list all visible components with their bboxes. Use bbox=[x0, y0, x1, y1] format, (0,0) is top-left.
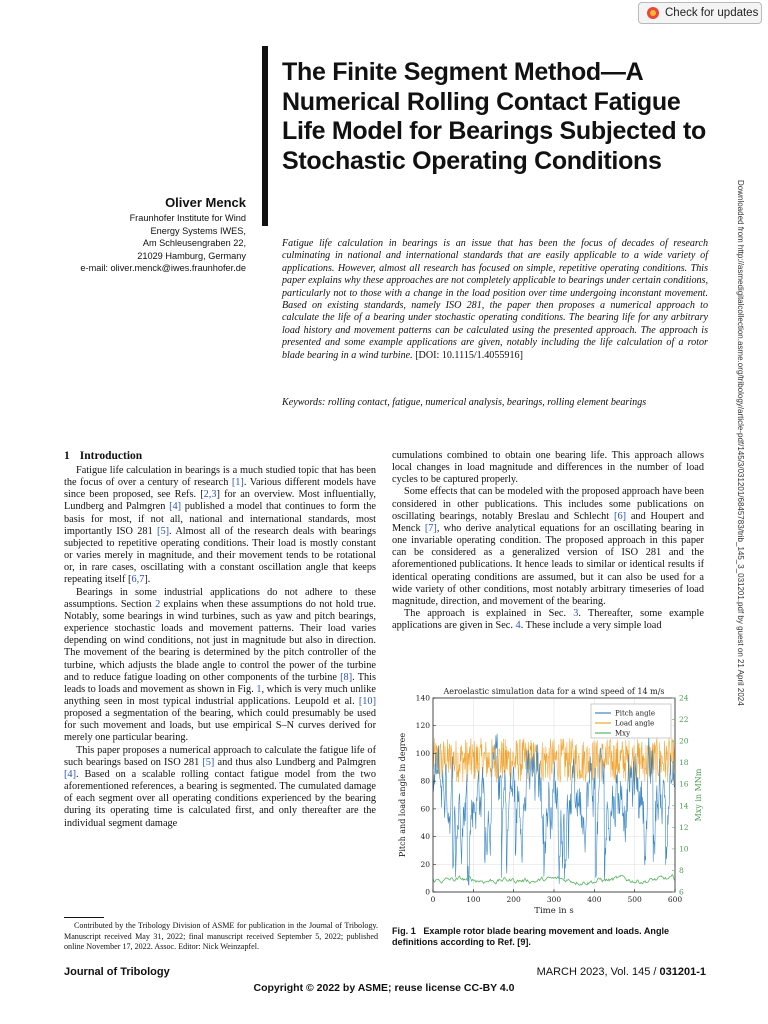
y2-tick-label: 22 bbox=[679, 715, 689, 725]
y-tick-label: 100 bbox=[415, 748, 430, 758]
text-run: ] for an overview. Most influentially, Lundberg and Palmgren bbox=[64, 489, 376, 513]
y2-tick-label: 10 bbox=[679, 844, 689, 854]
text-run: explains when these assumptions do not hold true. Notably, some bearings in wind turbines, such as yaw and pitch bearings, experience stochastic loads and movement patterns. Their load varies depending on wind conditions, not just in magnitude but also in direction. The movement of the bearing is determined by the pitch controller of the turbine, which adjusts the blade angle to control the power of the turbine and to reduce fatigue loading on other components of the turbine bbox=[64, 598, 376, 683]
figure-label: Fig. 1 bbox=[392, 926, 416, 936]
citation-link[interactable]: [6] bbox=[614, 510, 627, 522]
figure-caption-text: Example rotor blade bearing movement and loads. Angle definitions according to Ref. [9]. bbox=[392, 926, 670, 948]
check-for-updates-label: Check for updates bbox=[665, 7, 759, 19]
issue-info bbox=[537, 966, 706, 978]
text-run: ]. bbox=[144, 574, 151, 586]
title-rule bbox=[262, 46, 268, 226]
x-tick-label: 200 bbox=[506, 895, 521, 904]
citation-link[interactable]: 3 bbox=[573, 608, 579, 620]
legend-label: Pitch angle bbox=[615, 709, 655, 718]
y2-tick-label: 20 bbox=[679, 736, 689, 746]
citation-link[interactable]: [4] bbox=[169, 501, 182, 513]
citation-link[interactable]: [5] bbox=[202, 756, 215, 768]
text-run: proposed a segmentation of the bearing, which could presumably be used for such movement and loads, but use empirical S–N curves derived for merely one particular bearing. bbox=[64, 708, 376, 744]
text-run: and Houpert and Menck bbox=[392, 510, 705, 534]
y2-axis-label: Mxy in MNm bbox=[694, 768, 703, 822]
y-tick-label: 140 bbox=[415, 693, 430, 703]
crossmark-icon bbox=[647, 7, 659, 19]
y-tick-label: 0 bbox=[425, 887, 430, 897]
footnote: Contributed by the Tribology Division of ASME for publication in the Journal of Tribology. Manuscript received May 31, 2022; final manuscript received September 5, 2022; published online November 17, 2022. Assoc. Editor: Nick Weinzapfel. bbox=[64, 921, 378, 951]
paragraph bbox=[392, 450, 704, 486]
y-axis-label: Pitch and load angle in degree bbox=[398, 732, 407, 858]
paragraph bbox=[64, 587, 376, 745]
doi-link[interactable]: [DOI: 10.1115/1.4055916] bbox=[415, 349, 523, 361]
text-run: cumulations combined to obtain one bearing life. This approach allows local changes in load magnitude and differences in the number of load cycles to be captured properly. bbox=[392, 450, 704, 486]
text-run: Fatigue life calculation in bearings is a much studied topic that has been the focus of over a century of research bbox=[64, 465, 376, 489]
affiliation-line: Am Schleusengraben 22, bbox=[142, 238, 246, 249]
y-tick-label: 80 bbox=[420, 776, 430, 786]
y2-tick-label: 16 bbox=[679, 779, 689, 789]
x-tick-label: 600 bbox=[667, 895, 683, 904]
text-run: and thus also Lundberg and Palmgren bbox=[214, 756, 376, 768]
affiliation-line: Fraunhofer Institute for Wind bbox=[129, 213, 246, 223]
text-run: This paper proposes a numerical approach to calculate the fatigue life of such bearings based on ISO 281 bbox=[64, 744, 376, 768]
copyright: Copyright © 2022 by ASME; reuse license CC-BY 4.0 bbox=[253, 982, 515, 994]
citation-link[interactable]: [5] bbox=[157, 525, 170, 537]
y-tick-label: 120 bbox=[415, 721, 430, 731]
keywords: Keywords: rolling contact, fatigue, numerical analysis, bearings, rolling element bearings bbox=[282, 397, 647, 408]
text-run: . Various different models have since been proposed, see Refs. [ bbox=[64, 477, 377, 501]
text-run: , which is very much unlike anything seen in most typical industrial applications. Leupold et al. bbox=[64, 683, 376, 707]
text-run: . Based on a scalable rolling contact fatigue model from the two aforementioned references, a bearing is segmented. The cumulated damage of each segment over all operating conditions experienced by the bearing during its operating time is calculated first, and only thereafter are the individual segment damage bbox=[64, 768, 376, 829]
citation-link[interactable]: [7] bbox=[424, 522, 437, 534]
affiliation-line: 21029 Hamburg, Germany bbox=[137, 250, 246, 261]
y2-tick-label: 14 bbox=[679, 801, 689, 811]
author-block bbox=[60, 194, 246, 275]
text-run: , who derive analytical equations for an oscillating bearing in one invariable operating condition. The proposed approach in this paper can be considered as a generalized version of ISO 281 and the aforementioned publications. It hence leads to similar or identical results if identical operating conditions are assumed, but it can also be used for a wide variety of other conditions, most notably arbitrary timeseries of load magnitude, direction, and movement of the bearing. bbox=[392, 522, 704, 607]
citation-link[interactable]: [1] bbox=[231, 477, 244, 489]
footnote-rule bbox=[64, 917, 104, 918]
body-column-right bbox=[392, 450, 704, 632]
check-for-updates-button[interactable] bbox=[638, 2, 762, 24]
text-run: Some effects that can be modeled with the proposed approach have been considered in other publications. This includes some publications on oscillating bearings, notably Breslau and Schlecht bbox=[392, 486, 704, 522]
section-heading bbox=[64, 450, 152, 462]
affiliation-line: Energy Systems IWES, bbox=[150, 225, 246, 236]
x-tick-label: 100 bbox=[466, 895, 481, 904]
y2-tick-label: 24 bbox=[679, 693, 689, 703]
section-title: Introduction bbox=[79, 450, 143, 462]
chart-svg bbox=[393, 684, 713, 922]
x-tick-label: 300 bbox=[546, 895, 562, 904]
text-run: published a model that continues to form the basis for most, if not all, national and international standards, most importantly ISO 281 bbox=[64, 501, 376, 537]
x-tick-label: 0 bbox=[430, 895, 436, 904]
y-tick-label: 20 bbox=[420, 859, 430, 869]
citation-link[interactable]: [10] bbox=[358, 695, 376, 707]
citation-link[interactable]: 2 bbox=[155, 598, 161, 610]
paragraph bbox=[64, 745, 376, 830]
citation-link[interactable]: [4] bbox=[64, 768, 77, 780]
citation-link[interactable]: 6,7 bbox=[131, 574, 145, 586]
paper-title: The Finite Segment Method—A Numerical Rolling Contact Fatigue Life Model for Bearings Subjected to Stochastic Operating Conditions bbox=[282, 58, 706, 175]
paragraph bbox=[64, 465, 376, 587]
text-run: The approach is explained in Sec. bbox=[404, 608, 574, 620]
author-email[interactable]: e-mail: oliver.menck@iwes.fraunhofer.de bbox=[80, 263, 246, 274]
chart-title: Aeroelastic simulation data for a wind speed of 14 m/s bbox=[443, 687, 665, 696]
text-run: Bearings in some industrial applications do not adhere to these assumptions. Section bbox=[64, 586, 376, 610]
legend-label: Mxy bbox=[615, 729, 631, 738]
y2-tick-label: 18 bbox=[679, 758, 689, 768]
x-tick-label: 500 bbox=[627, 895, 642, 904]
legend-label: Load angle bbox=[615, 719, 655, 728]
citation-link[interactable]: 2,3 bbox=[203, 489, 217, 501]
journal-footer bbox=[64, 966, 706, 978]
body-column-left bbox=[64, 465, 376, 830]
citation-link[interactable]: [8] bbox=[340, 671, 353, 683]
y-tick-label: 40 bbox=[420, 832, 430, 842]
text-run: . Almost all of the research deals with bearings subjected to repetitive operating conditions. Their load is mostly constant or varies merely in magnitude, and their movement tends to be rotational or, in rare cases, oscillating with a constant oscillation angle that keeps repeating itself [ bbox=[64, 525, 376, 586]
figure-caption bbox=[392, 926, 708, 948]
y2-tick-label: 8 bbox=[679, 865, 684, 875]
issue-text: MARCH 2023, Vol. 145 / bbox=[536, 966, 660, 978]
y2-tick-label: 6 bbox=[679, 887, 684, 897]
figure-1 bbox=[393, 684, 713, 922]
text-run: . Thereafter, some example applications are given in Sec. bbox=[392, 608, 704, 632]
page-number: 031201-1 bbox=[659, 966, 706, 978]
text-run: . This leads to loads and movement as shown in Fig. bbox=[64, 671, 376, 695]
x-axis-label: Time in s bbox=[534, 906, 574, 916]
y2-tick-label: 12 bbox=[679, 822, 689, 832]
author-name: Oliver Menck bbox=[165, 195, 246, 210]
abstract-text: Fatigue life calculation in bearings is an issue that has been the focus of decades of research culminating in national and international standards that are easily applicable to a wide variety of applications. However, almost all research has focused on simple, repetitive operating conditions. This paper explains why these approaches are not completely applicable to bearings under certain conditions, particularly not to those with a change in the load position over time undergoing inconstant movement. Based on existing standards, namely ISO 281, the paper then proposes a numerical approach to calculate the life of a bearing under stochastic operating conditions. The bearing life for any arbitrary load history and movement patterns can be calculated using the presented approach. The approach is presented and some example applications are given, notably including the life calculation of a rotor blade bearing in a wind turbine. bbox=[282, 238, 708, 361]
section-number: 1 bbox=[64, 450, 70, 462]
citation-link[interactable]: 4 bbox=[515, 620, 521, 632]
text-run: . These include a very simple load bbox=[520, 620, 662, 632]
paragraph bbox=[392, 608, 704, 632]
x-tick-label: 400 bbox=[587, 895, 602, 904]
y-tick-label: 60 bbox=[420, 804, 430, 814]
journal-name: Journal of Tribology bbox=[64, 966, 170, 978]
paragraph bbox=[392, 486, 704, 608]
citation-link[interactable]: 1 bbox=[256, 683, 262, 695]
download-stamp: Downloaded from http://asmedigitalcollection.asme.org/tribology/article-pdf/145/3/031201/6845783/trib_145_3_031201.pdf by guest on 21 April 2024 bbox=[736, 180, 745, 706]
abstract bbox=[282, 238, 708, 362]
